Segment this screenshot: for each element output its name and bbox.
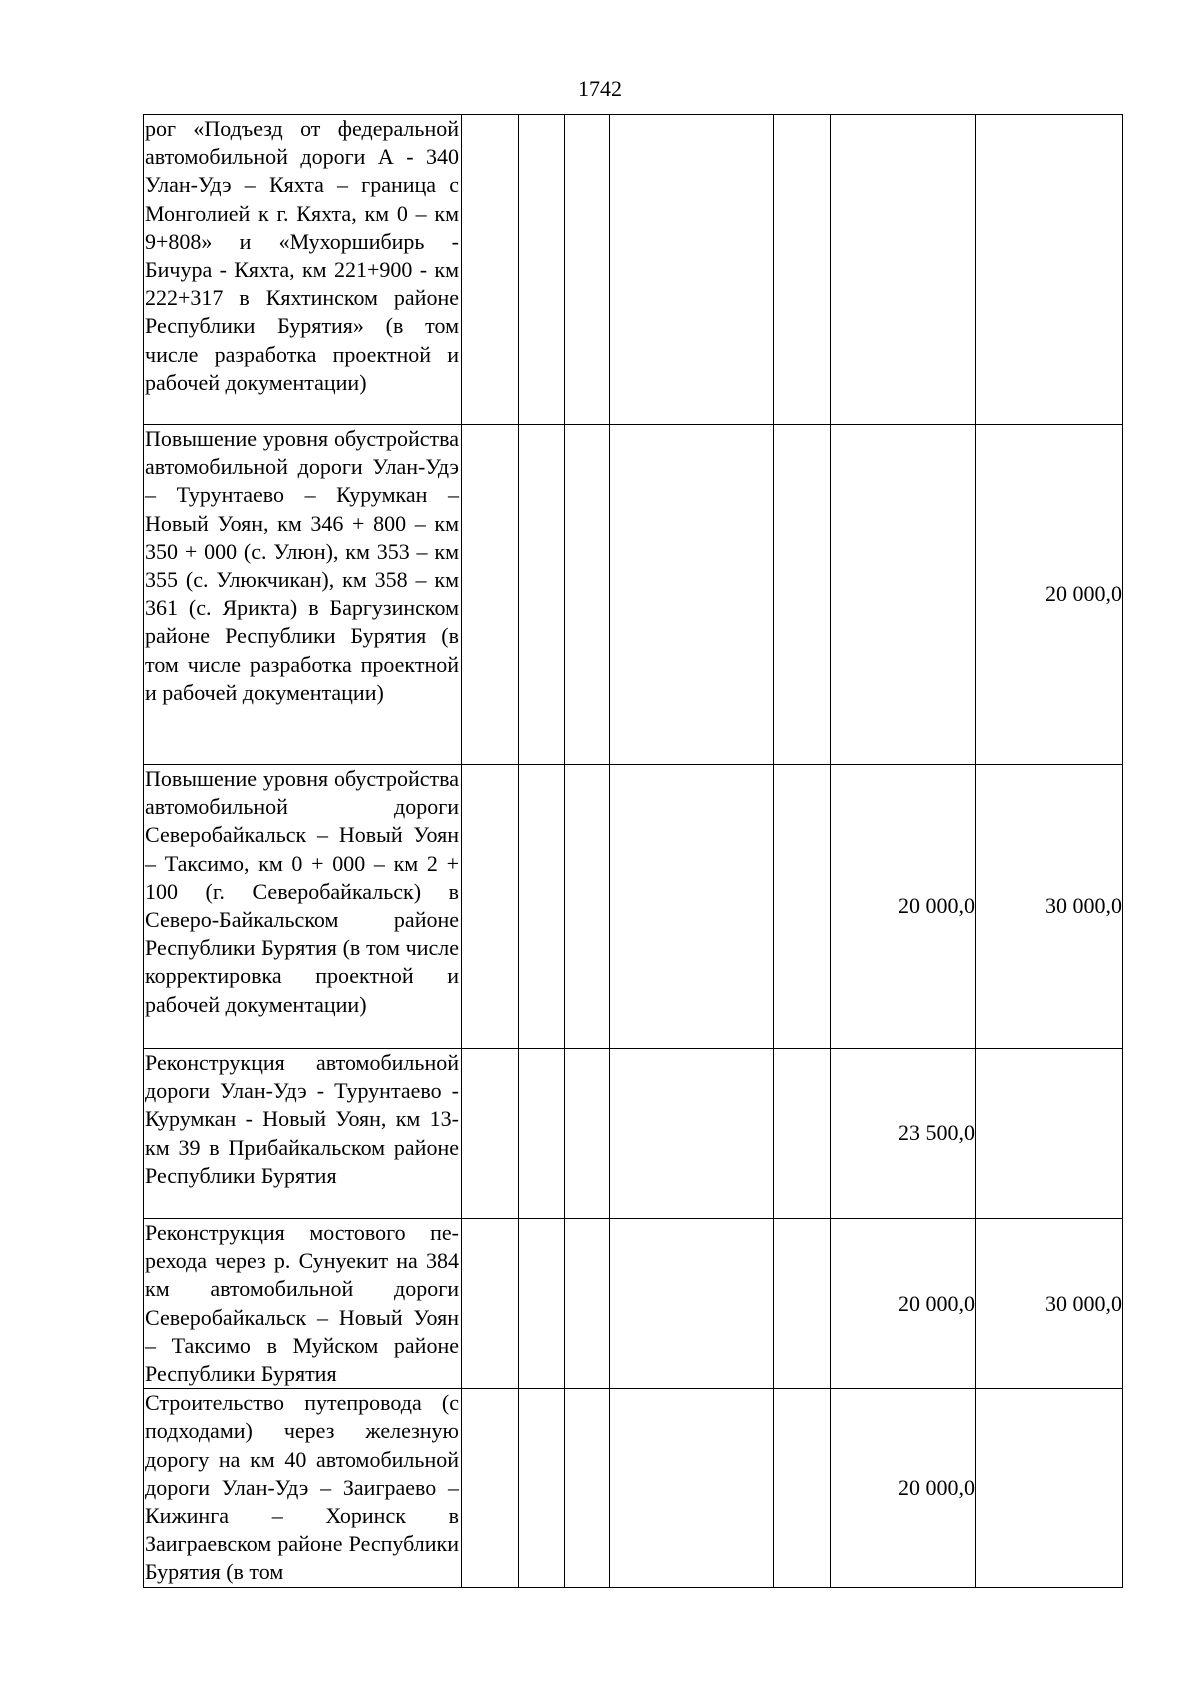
table-cell (774, 425, 831, 765)
table-cell (462, 1219, 519, 1389)
amount-cell: 30 000,0 (976, 765, 1123, 1049)
table-cell (774, 1049, 831, 1219)
table-cell (519, 1219, 565, 1389)
table-row (144, 1219, 1123, 1389)
amount-cell: 20 000,0 (831, 1219, 976, 1389)
project-description: рог «Подъезд от федеральной автомобильной дороги А - 340 Улан-Удэ – Кяхта – граница с Монголией к г. Кяхта, км 0 – км 9+808» и «Мухоршибирь - Бичура - Кяхта, км 221+900 - км 222+317 в Кяхтинском районе Республики Бурятия» (в том числе разработка проектной и рабочей документации) (144, 115, 462, 425)
table-cell (774, 1219, 831, 1389)
table-cell (462, 1389, 519, 1588)
table-cell (565, 115, 610, 425)
table-cell (519, 765, 565, 1049)
table-cell (610, 1219, 774, 1389)
amount-cell (831, 425, 976, 765)
amount-cell (976, 1389, 1123, 1588)
table-cell (519, 1049, 565, 1219)
table-cell (462, 425, 519, 765)
amount-cell (976, 1049, 1123, 1219)
project-description: Повышение уровня обустройства автомобильной дороги Улан-Удэ – Турунтаево – Курумкан – Новый Уоян, км 346 + 800 – км 350 + 000 (с. Улюн), км 353 – км 355 (с. Улюкчикан), км 358 – км 361 (с. Ярикта) в Баргузинском районе Республики Бурятия (в том числе разработка проектной и рабочей документации) (144, 425, 462, 765)
table-row (144, 765, 1123, 1049)
table-cell (462, 1049, 519, 1219)
budget-table (143, 114, 1123, 1588)
table-row (144, 115, 1123, 425)
table-cell (774, 1389, 831, 1588)
amount-cell: 20 000,0 (831, 765, 976, 1049)
project-description: Реконструкция автомобильной дороги Улан-Удэ - Турунтаево - Курумкан - Новый Уоян, км 13- км 39 в Прибайкальском районе Республики Бурятия (144, 1049, 462, 1219)
project-description: Реконструкция мостового перехода через р. Сунуекит на 384 км автомобильной дороги Северобайкальск – Новый Уоян – Таксимо в Муйском районе Республики Бурятия (144, 1219, 462, 1389)
table-cell (610, 1389, 774, 1588)
project-description: Строительство путепровода (с подходами) через железную дорогу на км 40 автомобильной дороги Улан-Удэ – Заиграево – Кижинга – Хоринск в Заиграевском районе Республики Бурятия (в том (144, 1389, 462, 1588)
amount-cell: 23 500,0 (831, 1049, 976, 1219)
table-cell (565, 765, 610, 1049)
table-cell (462, 115, 519, 425)
amount-cell: 20 000,0 (976, 425, 1123, 765)
project-description: Повышение уровня обустройства автомобильной дороги Северобайкальск – Новый Уоян – Таксимо, км 0 + 000 – км 2 + 100 (г. Северобайкальск) в Северо-Байкальском районе Республики Бурятия (в том числе корректировка проектной и рабочей документации) (144, 765, 462, 1049)
table-cell (610, 1049, 774, 1219)
table-cell (774, 115, 831, 425)
table-cell (610, 765, 774, 1049)
table-cell (462, 765, 519, 1049)
table-cell (565, 425, 610, 765)
amount-cell: 30 000,0 (976, 1219, 1123, 1389)
amount-cell (976, 115, 1123, 425)
table-cell (610, 115, 774, 425)
table-cell (565, 1389, 610, 1588)
table-cell (774, 765, 831, 1049)
amount-cell: 20 000,0 (831, 1389, 976, 1588)
table-cell (519, 1389, 565, 1588)
table-row (144, 425, 1123, 765)
table-cell (565, 1219, 610, 1389)
table-cell (519, 115, 565, 425)
table-cell (519, 425, 565, 765)
table-cell (610, 425, 774, 765)
page-number: 1742 (578, 76, 622, 101)
table-row (144, 1389, 1123, 1588)
amount-cell (831, 115, 976, 425)
table-row (144, 1049, 1123, 1219)
table-cell (565, 1049, 610, 1219)
